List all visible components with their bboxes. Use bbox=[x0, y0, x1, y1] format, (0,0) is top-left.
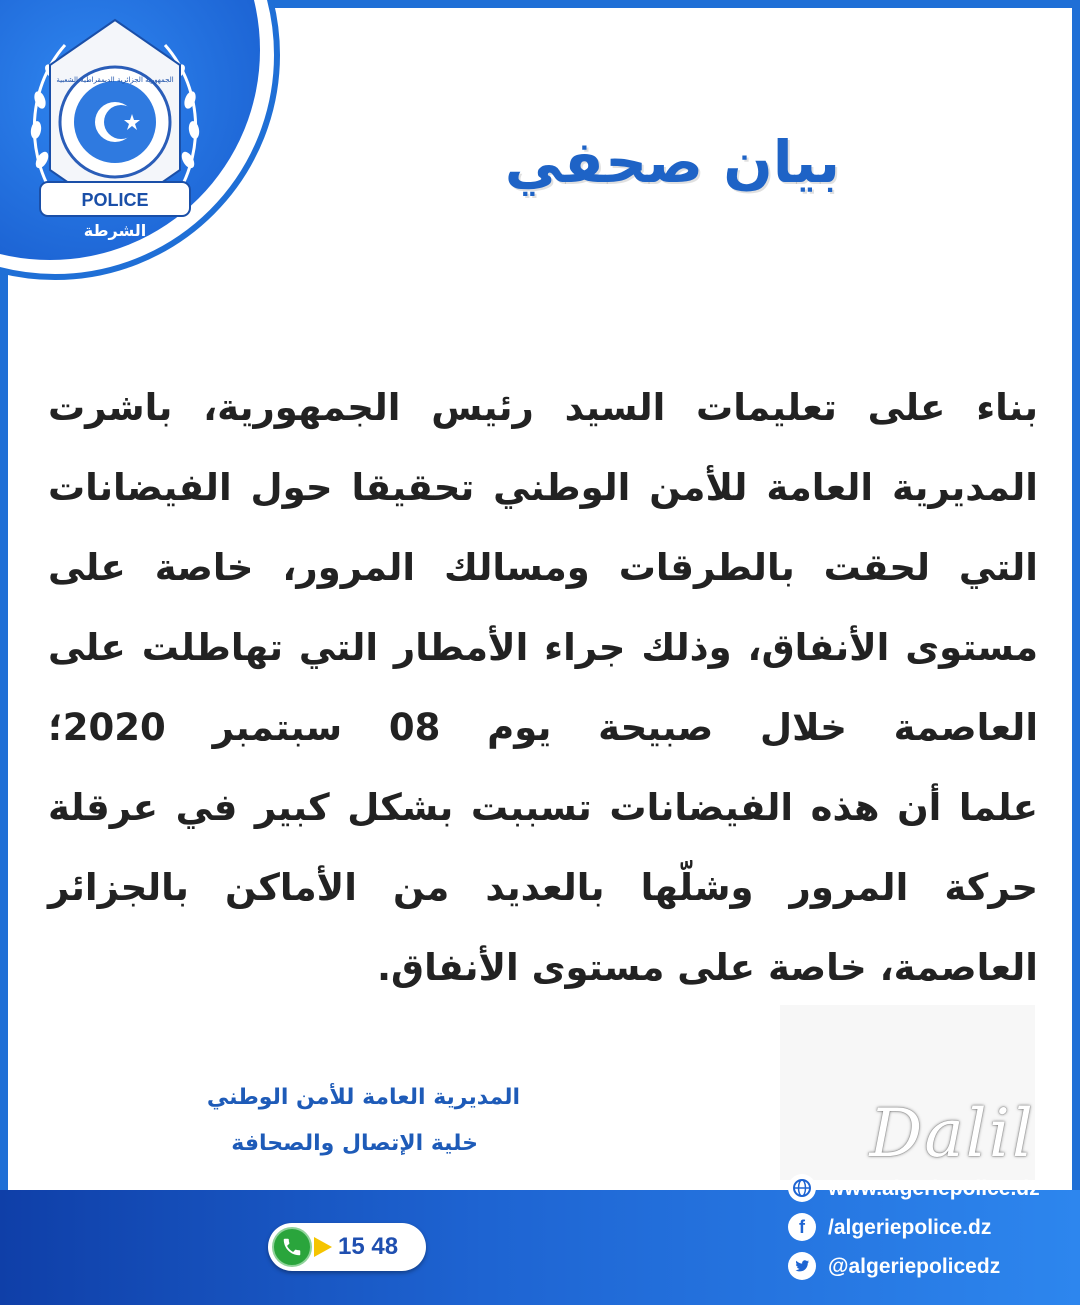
globe-icon bbox=[788, 1174, 816, 1202]
website-url: www.algeriepolice.dz bbox=[828, 1177, 1040, 1200]
emblem-text-top: الجمهورية الجزائرية الديمقراطية الشعبية bbox=[56, 76, 174, 84]
phone-icon bbox=[272, 1227, 312, 1267]
signature-block bbox=[150, 1075, 520, 1167]
arrow-icon bbox=[314, 1237, 332, 1257]
signature-cell: خلية الإتصال والصحافة bbox=[231, 1131, 478, 1156]
facebook-icon: f bbox=[788, 1213, 816, 1241]
statement-line: التي لحقت بالطرقات ومسالك المرور، خاصة على bbox=[48, 546, 1038, 589]
twitter-handle: @algeriepolicedz bbox=[828, 1255, 1001, 1278]
right-border bbox=[1072, 0, 1080, 1305]
statement-line: مستوى الأنفاق، وذلك جراء الأمطار التي تهاطلت على bbox=[48, 626, 1038, 669]
hotline-number: 15 48 bbox=[338, 1233, 399, 1260]
statement-line: المديرية العامة للأمن الوطني تحقيقا حول الفيضانات bbox=[48, 466, 1038, 509]
page-title: بيان صحفي bbox=[504, 128, 840, 196]
police-emblem-logo bbox=[20, 10, 210, 245]
statement-line: العاصمة خلال صبيحة يوم 08 سبتمبر 2020؛ bbox=[48, 706, 1039, 749]
statement-body bbox=[48, 368, 1038, 1008]
footer-bar bbox=[0, 1190, 1080, 1305]
statement-line: بناء على تعليمات السيد رئيس الجمهورية، باشرت bbox=[48, 386, 1038, 429]
signature-directorate: المديرية العامة للأمن الوطني bbox=[206, 1085, 520, 1110]
hotline-badge[interactable] bbox=[268, 1223, 426, 1271]
watermark-logo: Dalil bbox=[869, 1095, 1035, 1172]
statement-line: علما أن هذه الفيضانات تسببت بشكل كبير في عرقلة bbox=[48, 786, 1038, 829]
emblem-label-arabic: الشرطة bbox=[83, 221, 147, 240]
emblem-label-latin: POLICE bbox=[81, 190, 149, 210]
facebook-handle: /algeriepolice.dz bbox=[828, 1216, 992, 1239]
twitter-icon bbox=[788, 1252, 816, 1280]
statement-line: حركة المرور وشلّها بالعديد من الأماكن بالجزائر bbox=[48, 866, 1038, 909]
statement-line: العاصمة، خاصة على مستوى الأنفاق. bbox=[376, 946, 1038, 989]
watermark bbox=[780, 1005, 1035, 1180]
